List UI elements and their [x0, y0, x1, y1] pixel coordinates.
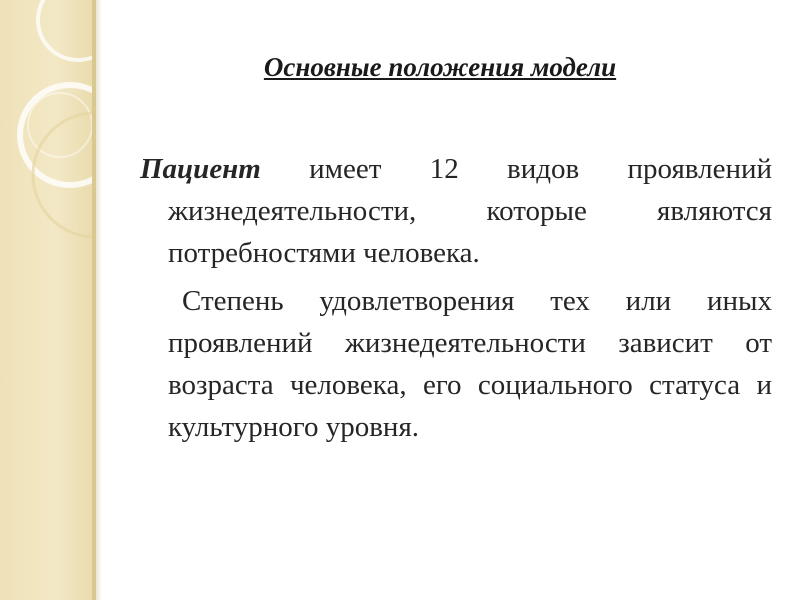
- decorative-side-band: [0, 0, 92, 600]
- decorative-circles-icon: [0, 0, 92, 600]
- slide-body: [140, 148, 772, 448]
- paragraph-patient-text: имеет 12 видов проявлений жизнедеятельности, которые являются потребностями человека.: [168, 153, 772, 269]
- paragraph-satisfaction: Степень удовлетворения тех или иных проявлений жизнедеятельности зависит от возраста человека, его социального статуса и культурного уровня.: [168, 285, 772, 443]
- side-band-shadow: [96, 0, 102, 600]
- slide-title: Основные положения модели: [263, 52, 617, 82]
- paragraph-lead-word: Пациент: [140, 153, 261, 185]
- paragraph-patient: [140, 148, 772, 274]
